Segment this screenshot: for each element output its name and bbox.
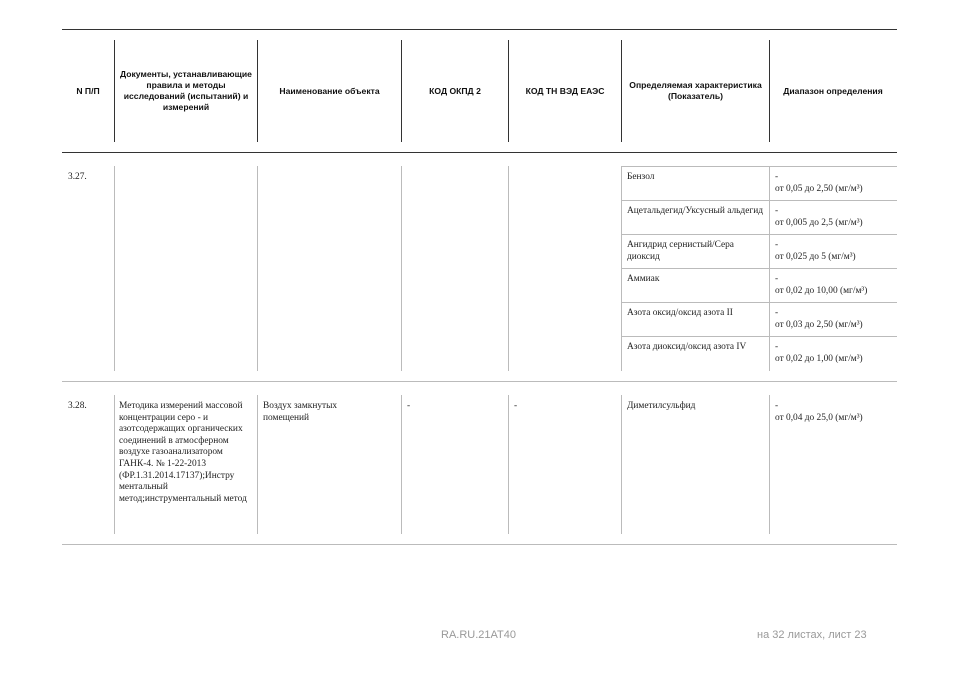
range-value: от 0,02 до 10,00 (мг/м³) — [775, 286, 868, 296]
row-number: 3.27. — [68, 172, 87, 182]
range-dash: - — [775, 240, 779, 250]
range-dash: - — [775, 308, 779, 318]
range-dash: - — [775, 401, 779, 411]
header-divider — [769, 40, 770, 142]
range-value: от 0,04 до 25,0 (мг/м³) — [775, 413, 863, 423]
characteristic-nitrogen-dioxide: Азота диоксид/оксид азота IV — [627, 342, 747, 352]
range-value: от 0,05 до 2,50 (мг/м³) — [775, 184, 863, 194]
row-separator — [62, 381, 897, 382]
document-code: RA.RU.21AT40 — [441, 629, 516, 641]
range-value: от 0,025 до 5 (мг/м³) — [775, 252, 856, 262]
header-top-border — [62, 29, 897, 30]
row-separator — [62, 544, 897, 545]
document-method: Методика измерений массовой концентрации серо - и азотсодержащих органических соединений в атмосферном воздухе газоанализатором ГАНК-4. № 1-22-2013 (ФР.1.31.2014.17137);Инстру ментальный метод;инструментальный метод — [119, 401, 247, 504]
header-col-documents: Документы, устанавливающие правила и методы исследований (испытаний) и измерений — [120, 69, 252, 112]
header-col-num: N П/П — [76, 85, 100, 96]
page-counter: на 32 листах, лист 23 — [757, 629, 867, 641]
row-number: 3.28. — [68, 401, 87, 411]
characteristic-benzene: Бензол — [627, 172, 655, 182]
tnved-code: - — [514, 401, 518, 411]
header-col-characteristic: Определяемая характеристика (Показатель) — [629, 80, 762, 101]
header-divider — [257, 40, 258, 142]
header-bottom-border — [62, 152, 897, 153]
characteristic-dimethyl-sulfide: Диметилсульфид — [627, 401, 696, 411]
characteristic-acetaldehyde: Ацетальдегид/Уксусный альдегид — [627, 206, 763, 216]
characteristic-ammonia: Аммиак — [627, 274, 660, 284]
range-dash: - — [775, 172, 779, 182]
header-col-object: Наименование объекта — [279, 85, 380, 96]
okpd-code: - — [407, 401, 411, 411]
range-value: от 0,02 до 1,00 (мг/м³) — [775, 354, 863, 364]
header-col-okpd: КОД ОКПД 2 — [429, 85, 481, 96]
header-col-tnved: КОД ТН ВЭД ЕАЭС — [525, 85, 605, 96]
header-divider — [621, 40, 622, 142]
header-divider — [401, 40, 402, 142]
header-divider — [508, 40, 509, 142]
header-col-range: Диапазон определения — [783, 85, 883, 96]
range-value: от 0,03 до 2,50 (мг/м³) — [775, 320, 863, 330]
range-dash: - — [775, 274, 779, 284]
range-dash: - — [775, 206, 779, 216]
characteristic-nitrogen-oxide: Азота оксид/оксид азота II — [627, 308, 733, 318]
characteristic-sulfur-dioxide: Ангидрид сернистый/Сера диоксид — [627, 240, 734, 262]
range-dash: - — [775, 342, 779, 352]
object-name: Воздух замкнутых помещений — [263, 401, 338, 423]
header-divider — [114, 40, 115, 142]
range-value: от 0,005 до 2,5 (мг/м³) — [775, 218, 863, 228]
